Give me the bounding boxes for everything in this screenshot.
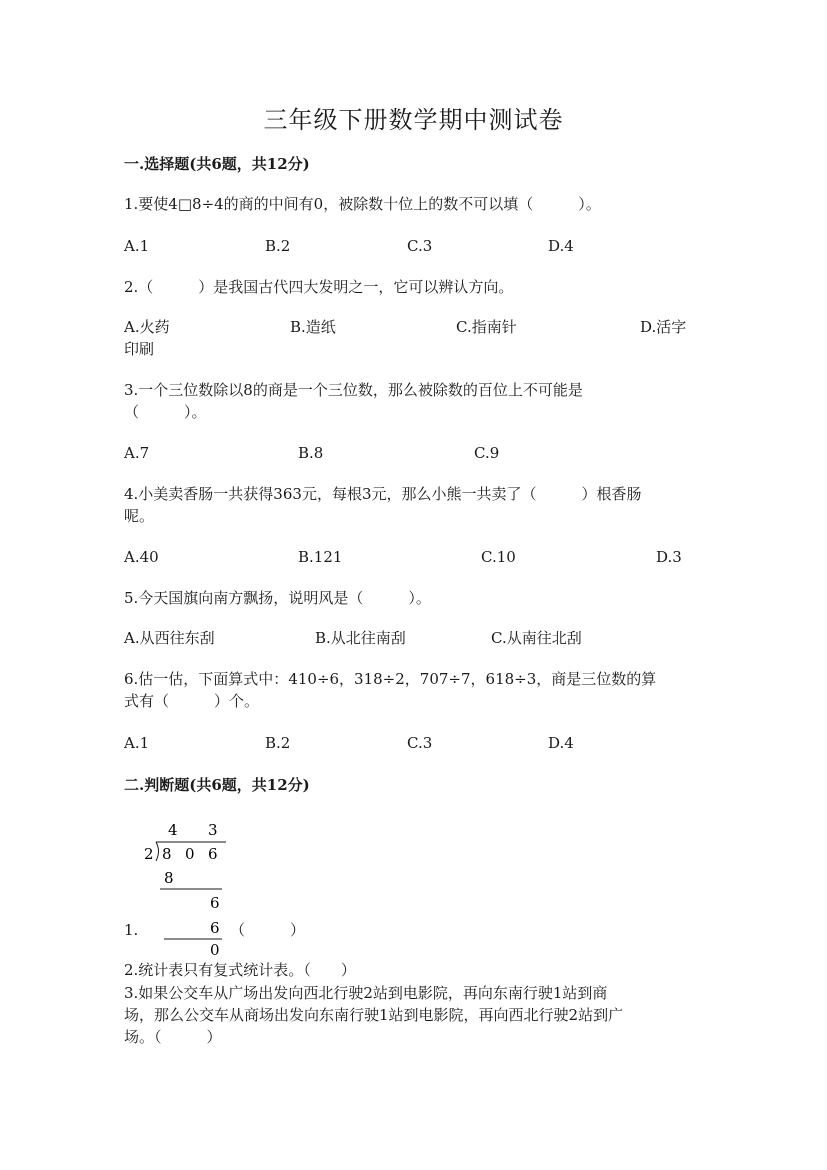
question-4-option-d[interactable]: D.3 xyxy=(656,548,682,566)
judgment-2: 2.统计表只有复式统计表。（ ） xyxy=(124,961,356,979)
question-4-option-a[interactable]: A.40 xyxy=(124,548,159,566)
remainder-2: 0 xyxy=(210,941,220,959)
dividend-digit-3: 6 xyxy=(208,845,218,863)
question-6-option-a[interactable]: A.1 xyxy=(124,734,150,752)
question-2-option-d[interactable]: D.活字 xyxy=(640,318,687,336)
judgment-1-number: 1. xyxy=(124,921,139,939)
question-1-option-d[interactable]: D.4 xyxy=(548,237,574,255)
judgment-1-answer-paren[interactable]: （ ） xyxy=(230,921,306,939)
question-5-stem: 5.今天国旗向南方飘扬，说明风是（ ）。 xyxy=(124,589,431,607)
question-4-stem-line1: 4.小美卖香肠一共获得363元，每根3元，那么小熊一共卖了（ ）根香肠 xyxy=(124,485,642,503)
question-6-option-d[interactable]: D.4 xyxy=(548,734,574,752)
long-division-figure xyxy=(130,815,240,960)
question-2-option-a[interactable]: A.火药 xyxy=(124,318,170,336)
question-6-option-c[interactable]: C.3 xyxy=(407,734,433,752)
question-2-stem: 2.（ ）是我国古代四大发明之一，它可以辨认方向。 xyxy=(124,278,514,296)
page-title: 三年级下册数学期中测试卷 xyxy=(263,106,564,134)
question-3-option-c[interactable]: C.9 xyxy=(474,444,500,462)
section-heading-judgment: 二.判断题(共6题，共12分) xyxy=(124,776,310,794)
question-2-option-d-wrap: 印刷 xyxy=(124,340,155,358)
judgment-3-line2: 场，那么公交车从商场出发向东南行驶1站到电影院，再向西北行驶2站到广 xyxy=(124,1006,624,1024)
question-1-option-a[interactable]: A.1 xyxy=(124,237,150,255)
divisor: 2 xyxy=(144,845,154,863)
dividend-digit-1: 8 xyxy=(162,845,172,863)
question-5-option-a[interactable]: A.从西往东刮 xyxy=(124,629,215,647)
quotient-digit-1: 4 xyxy=(168,821,178,839)
question-2-option-b[interactable]: B.造纸 xyxy=(290,318,336,336)
question-2-option-c[interactable]: C.指南针 xyxy=(456,318,517,336)
dividend-digit-2: 0 xyxy=(185,845,195,863)
subtract-2: 6 xyxy=(210,919,220,937)
question-1-stem: 1.要使4□8÷4的商的中间有0，被除数十位上的数不可以填（ ）。 xyxy=(124,195,601,213)
question-6-stem-line2: 式有（ ）个。 xyxy=(124,692,260,710)
question-1-option-b[interactable]: B.2 xyxy=(265,237,291,255)
division-bracket xyxy=(156,842,159,861)
question-1-option-c[interactable]: C.3 xyxy=(407,237,433,255)
question-6-option-b[interactable]: B.2 xyxy=(265,734,291,752)
question-4-option-b[interactable]: B.121 xyxy=(298,548,343,566)
question-5-option-c[interactable]: C.从南往北刮 xyxy=(491,629,582,647)
question-3-option-a[interactable]: A.7 xyxy=(124,444,150,462)
question-3-stem-line1: 3.一个三位数除以8的商是一个三位数，那么被除数的百位上不可能是 xyxy=(124,381,583,399)
subtract-1: 8 xyxy=(164,869,174,887)
quotient-digit-2: 3 xyxy=(208,821,218,839)
question-3-option-b[interactable]: B.8 xyxy=(298,444,324,462)
question-6-stem-line1: 6.估一估，下面算式中：410÷6，318÷2，707÷7，618÷3，商是三位数的算 xyxy=(124,670,657,688)
question-3-stem-line2: （ ）。 xyxy=(124,403,207,421)
judgment-3-line3: 场。（ ） xyxy=(124,1028,222,1046)
remainder-1: 6 xyxy=(210,894,220,912)
question-4-stem-line2: 呢。 xyxy=(124,507,155,525)
section-heading-choice: 一.选择题(共6题，共12分) xyxy=(124,155,310,173)
question-4-option-c[interactable]: C.10 xyxy=(481,548,516,566)
question-5-option-b[interactable]: B.从北往南刮 xyxy=(315,629,406,647)
judgment-3-line1: 3.如果公交车从广场出发向西北行驶2站到电影院，再向东南行驶1站到商 xyxy=(124,984,608,1002)
